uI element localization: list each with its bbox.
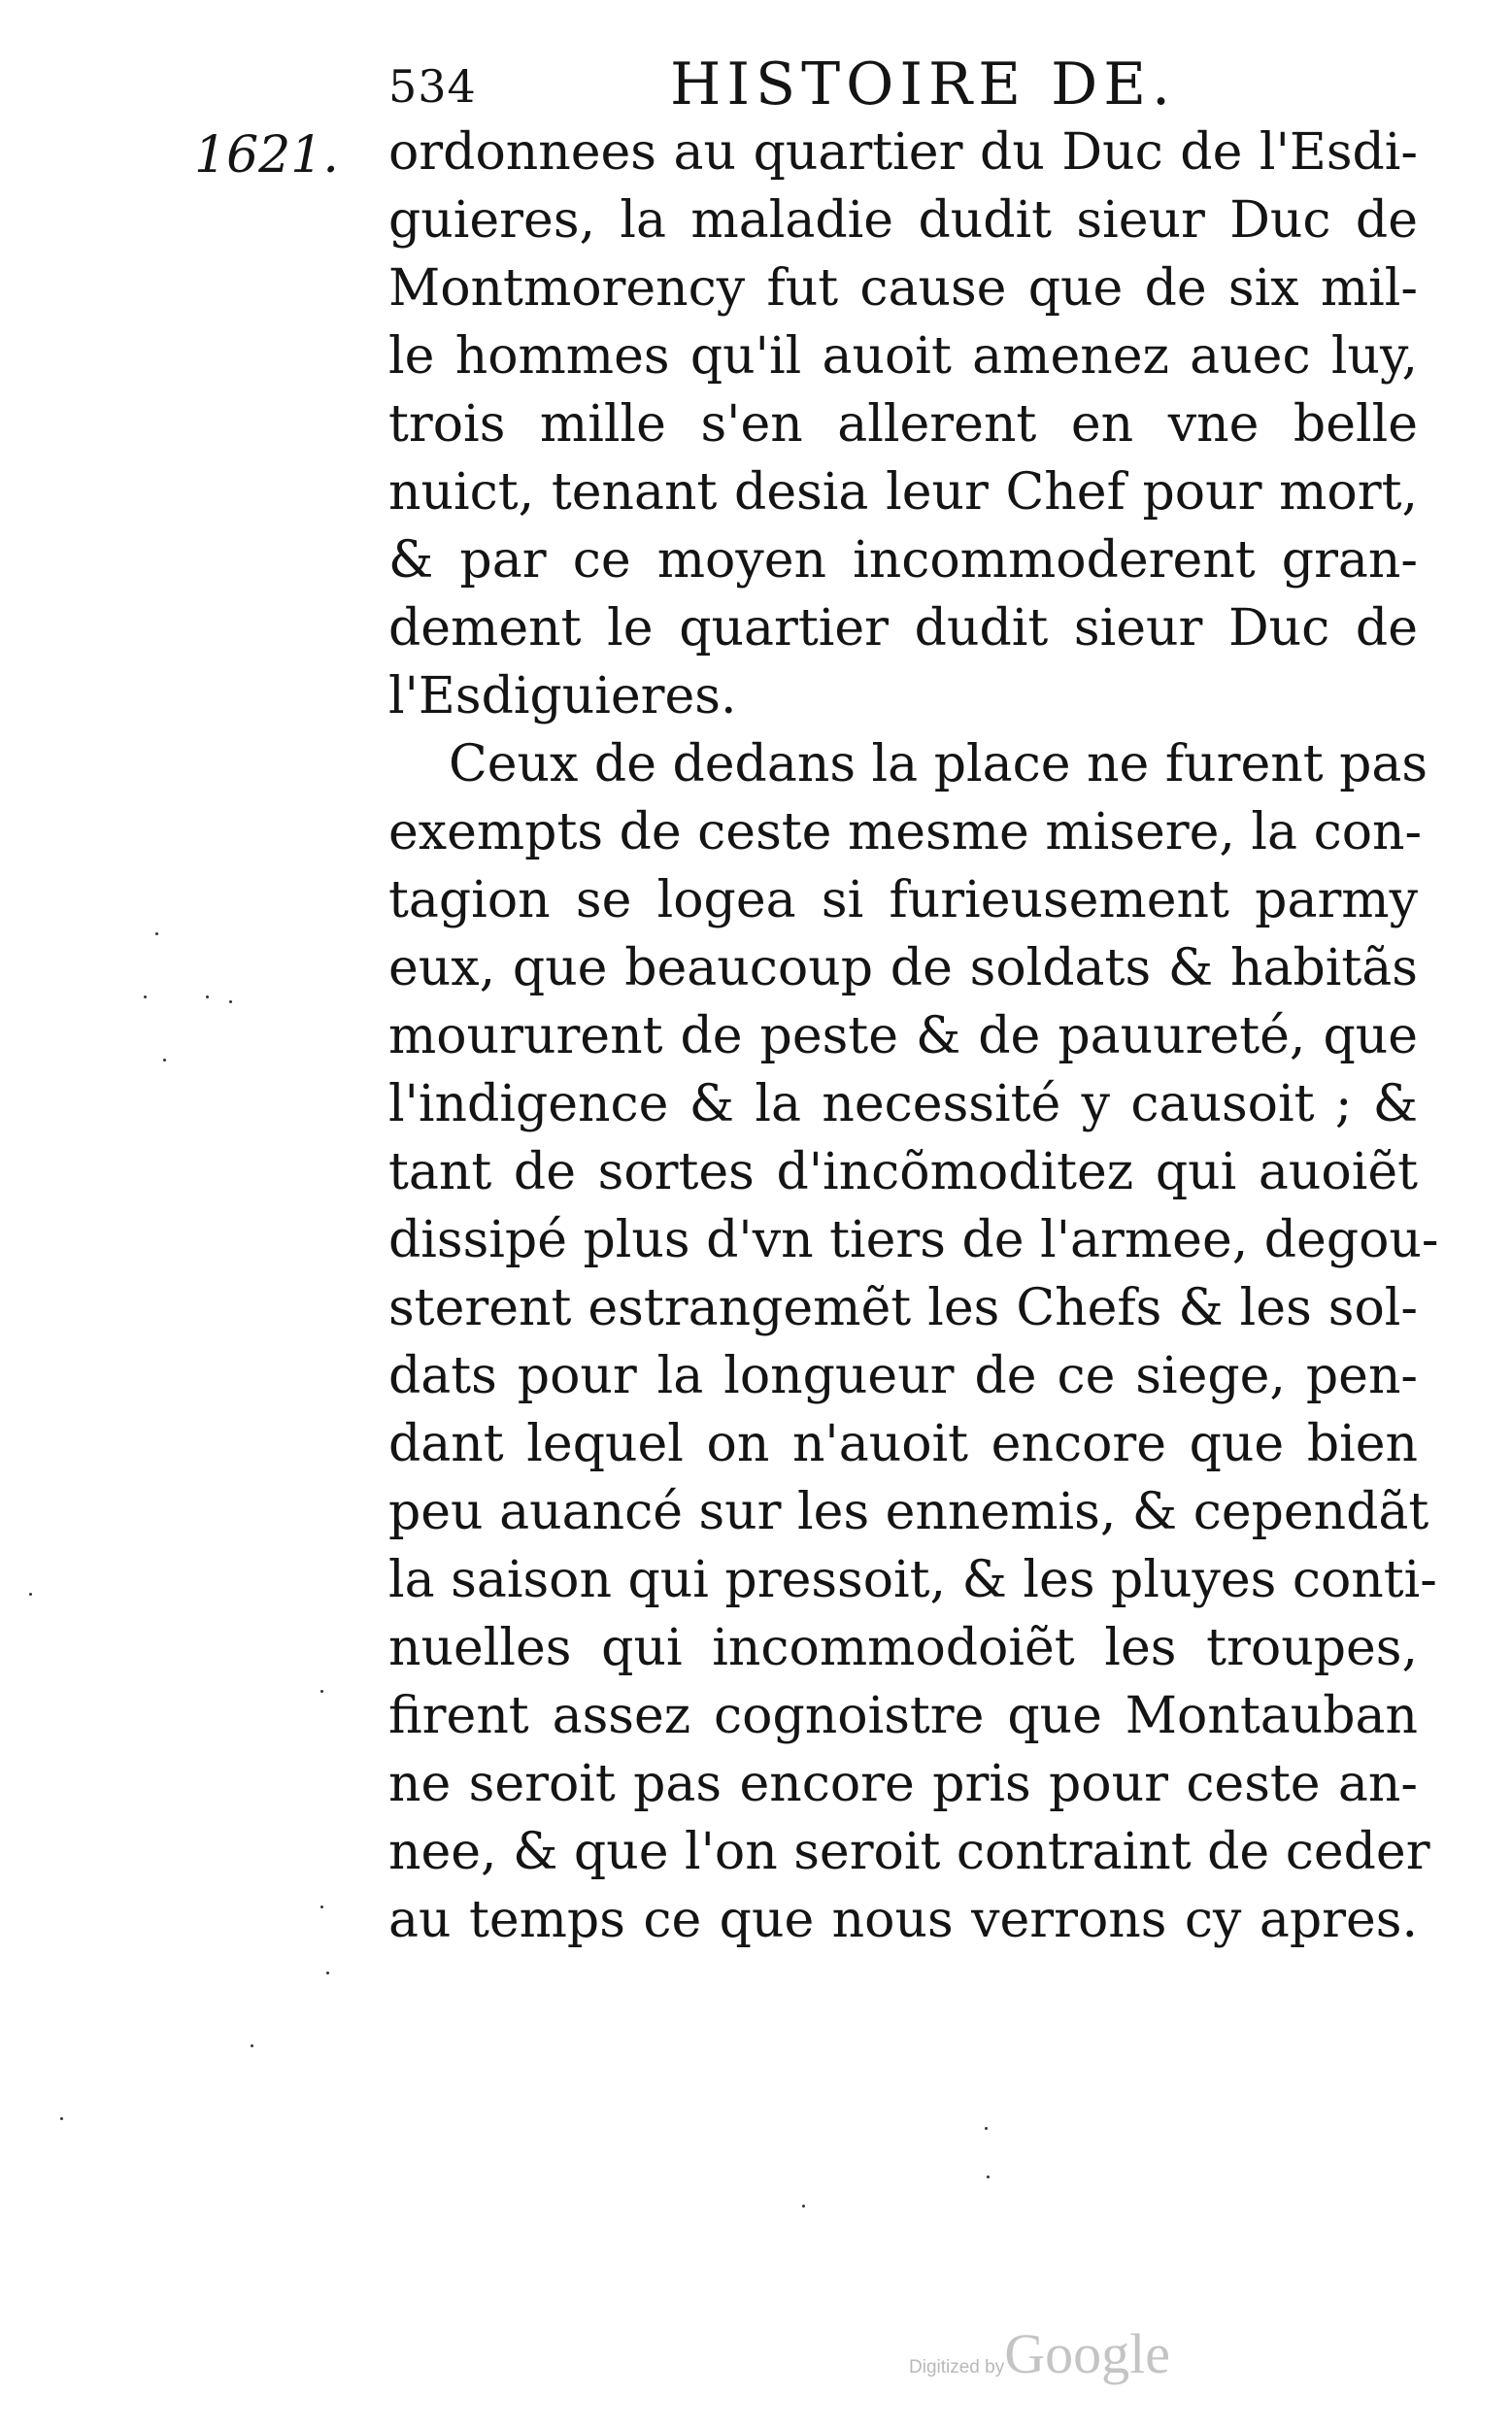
scan-speck xyxy=(29,1593,32,1596)
scan-speck xyxy=(987,2175,990,2178)
text-line: sterent estrangemẽt les Chefs & les sol- xyxy=(388,1279,1418,1337)
text-line: Ceux de dedans la place ne furent pas xyxy=(449,735,1428,793)
scan-speck xyxy=(985,2127,988,2130)
digitized-by-google-watermark xyxy=(909,2321,1170,2389)
scan-speck xyxy=(251,2044,253,2047)
text-line: tagion se logea si furieusement parmy xyxy=(388,871,1418,929)
scan-speck xyxy=(163,1059,166,1062)
text-line: ne seroit pas encore pris pour ceste an- xyxy=(388,1755,1418,1813)
scan-speck xyxy=(155,932,158,935)
text-line: guieres, la maladie dudit sieur Duc de xyxy=(388,191,1418,250)
text-line: au temps ce que nous verrons cy apres. xyxy=(388,1891,1418,1949)
watermark-brand: Google xyxy=(1004,2322,1170,2385)
text-line: & par ce moyen incommoderent gran- xyxy=(388,531,1418,590)
text-line: dant lequel on n'auoit encore que bien xyxy=(388,1415,1418,1473)
scan-speck xyxy=(320,1690,323,1693)
margin-year: 1621. xyxy=(194,126,339,185)
text-line: moururent de peste & de pauureté, que xyxy=(388,1007,1418,1065)
running-head: HISTOIRE DE. xyxy=(670,51,1177,118)
text-line: trois mille s'en allerent en vne belle xyxy=(388,395,1418,454)
text-line: Montmorency fut cause que de six mil- xyxy=(388,259,1418,318)
text-line: nuelles qui incommodoiẽt les troupes, xyxy=(388,1619,1418,1677)
text-line: l'Esdiguieres. xyxy=(388,667,737,725)
text-line: le hommes qu'il auoit amenez auec luy, xyxy=(388,327,1418,386)
scan-speck xyxy=(326,1972,329,1974)
text-line: dissipé plus d'vn tiers de l'armee, degou- xyxy=(388,1211,1439,1269)
text-line: dats pour la longueur de ce siege, pen- xyxy=(388,1347,1418,1405)
text-line: nee, & que l'on seroit contraint de ceder xyxy=(388,1823,1430,1881)
text-line: ordonnees au quartier du Duc de l'Esdi- xyxy=(388,123,1418,182)
scan-speck xyxy=(320,1905,323,1908)
text-line: eux, que beaucoup de soldats & habitãs xyxy=(388,939,1418,997)
text-line: tant de sortes d'incõmoditez qui auoiẽt xyxy=(388,1143,1418,1201)
text-line: peu auancé sur les ennemis, & cependãt xyxy=(388,1483,1429,1541)
text-line: nuict, tenant desia leur Chef pour mort, xyxy=(388,463,1418,522)
scan-speck xyxy=(144,995,147,998)
body-text xyxy=(388,118,1439,1954)
page-number: 534 xyxy=(388,60,477,113)
text-line: la saison qui pressoit, & les pluyes conti- xyxy=(388,1551,1437,1609)
text-line: dement le quartier dudit sieur Duc de xyxy=(388,599,1418,658)
scan-speck xyxy=(60,2117,63,2120)
scan-speck xyxy=(802,2205,805,2208)
scan-speck xyxy=(206,995,209,998)
page-header xyxy=(388,51,1224,128)
watermark-prefix: Digitized by xyxy=(909,2357,1005,2377)
scan-speck xyxy=(229,1000,232,1003)
text-line: exempts de ceste mesme misere, la con- xyxy=(388,803,1423,861)
text-line: l'indigence & la necessité y causoit ; & xyxy=(388,1075,1418,1133)
text-line: firent assez cognoistre que Montauban xyxy=(388,1687,1418,1745)
